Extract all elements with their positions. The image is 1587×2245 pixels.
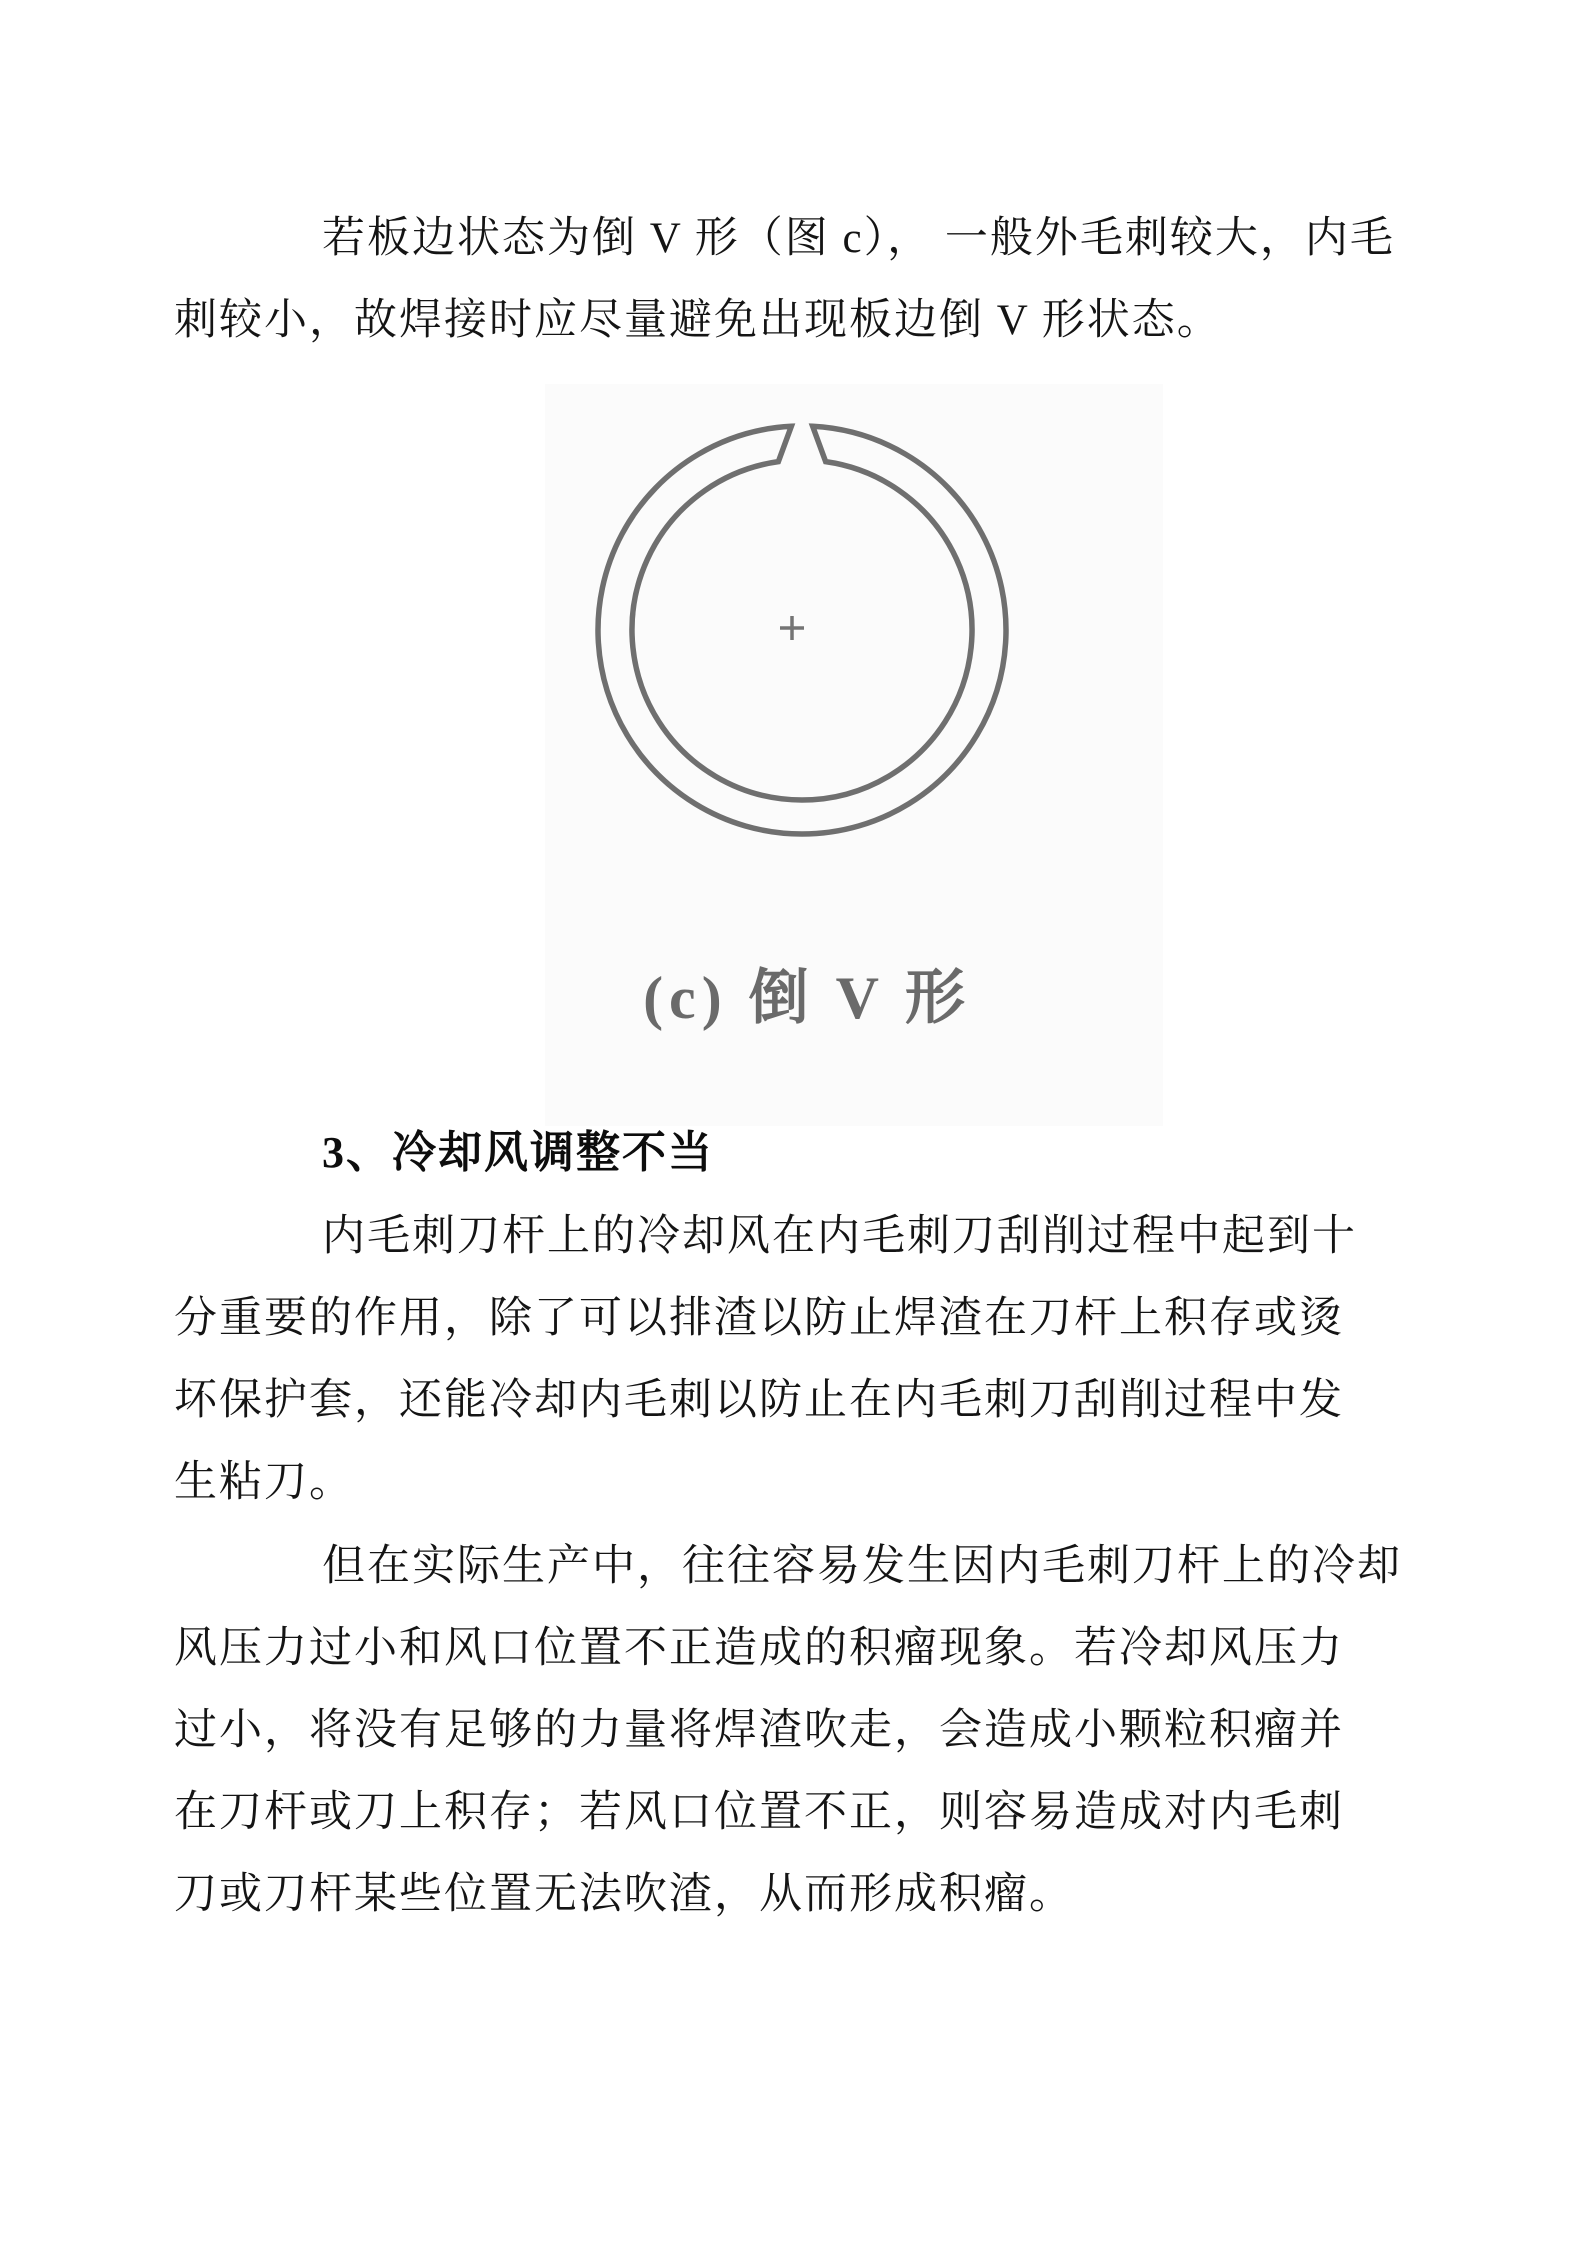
production-paragraph <box>174 1526 1424 1936</box>
body-line: 生粘刀。 <box>174 1459 354 1506</box>
body-line: 过小，将没有足够的力量将焊渣吹走，会造成小颗粒积瘤并 <box>174 1707 1344 1754</box>
section-heading: 3、冷却风调整不当 <box>322 1128 714 1177</box>
cooling-air-paragraph <box>174 1196 1424 1524</box>
pipe-ring-drawing <box>590 418 1014 842</box>
body-line: 若板边状态为倒 V 形（图 c）， 一般外毛刺较大，内毛 <box>322 215 1395 262</box>
body-line: 但在实际生产中，往往容易发生因内毛刺刀杆上的冷却 <box>322 1543 1402 1590</box>
body-line: 刀或刀杆某些位置无法吹渣，从而形成积瘤。 <box>174 1871 1074 1918</box>
figure-caption: (c) 倒 V 形 <box>643 965 971 1031</box>
pipe-ring-outline <box>598 426 1006 834</box>
intro-paragraph <box>174 198 1424 362</box>
body-line: 风压力过小和风口位置不正造成的积瘤现象。若冷却风压力 <box>174 1625 1344 1672</box>
figure-image <box>545 384 1163 1126</box>
body-line: 刺较小，故焊接时应尽量避免出现板边倒 V 形状态。 <box>174 297 1222 344</box>
body-line: 分重要的作用，除了可以排渣以防止焊渣在刀杆上积存或烫 <box>174 1295 1344 1342</box>
body-line: 坏保护套，还能冷却内毛刺以防止在内毛刺刀刮削过程中发 <box>174 1377 1344 1424</box>
body-line: 在刀杆或刀上积存；若风口位置不正，则容易造成对内毛刺 <box>174 1789 1344 1836</box>
center-cross-mark <box>780 616 804 640</box>
body-line: 内毛刺刀杆上的冷却风在内毛刺刀刮削过程中起到十 <box>322 1213 1357 1260</box>
